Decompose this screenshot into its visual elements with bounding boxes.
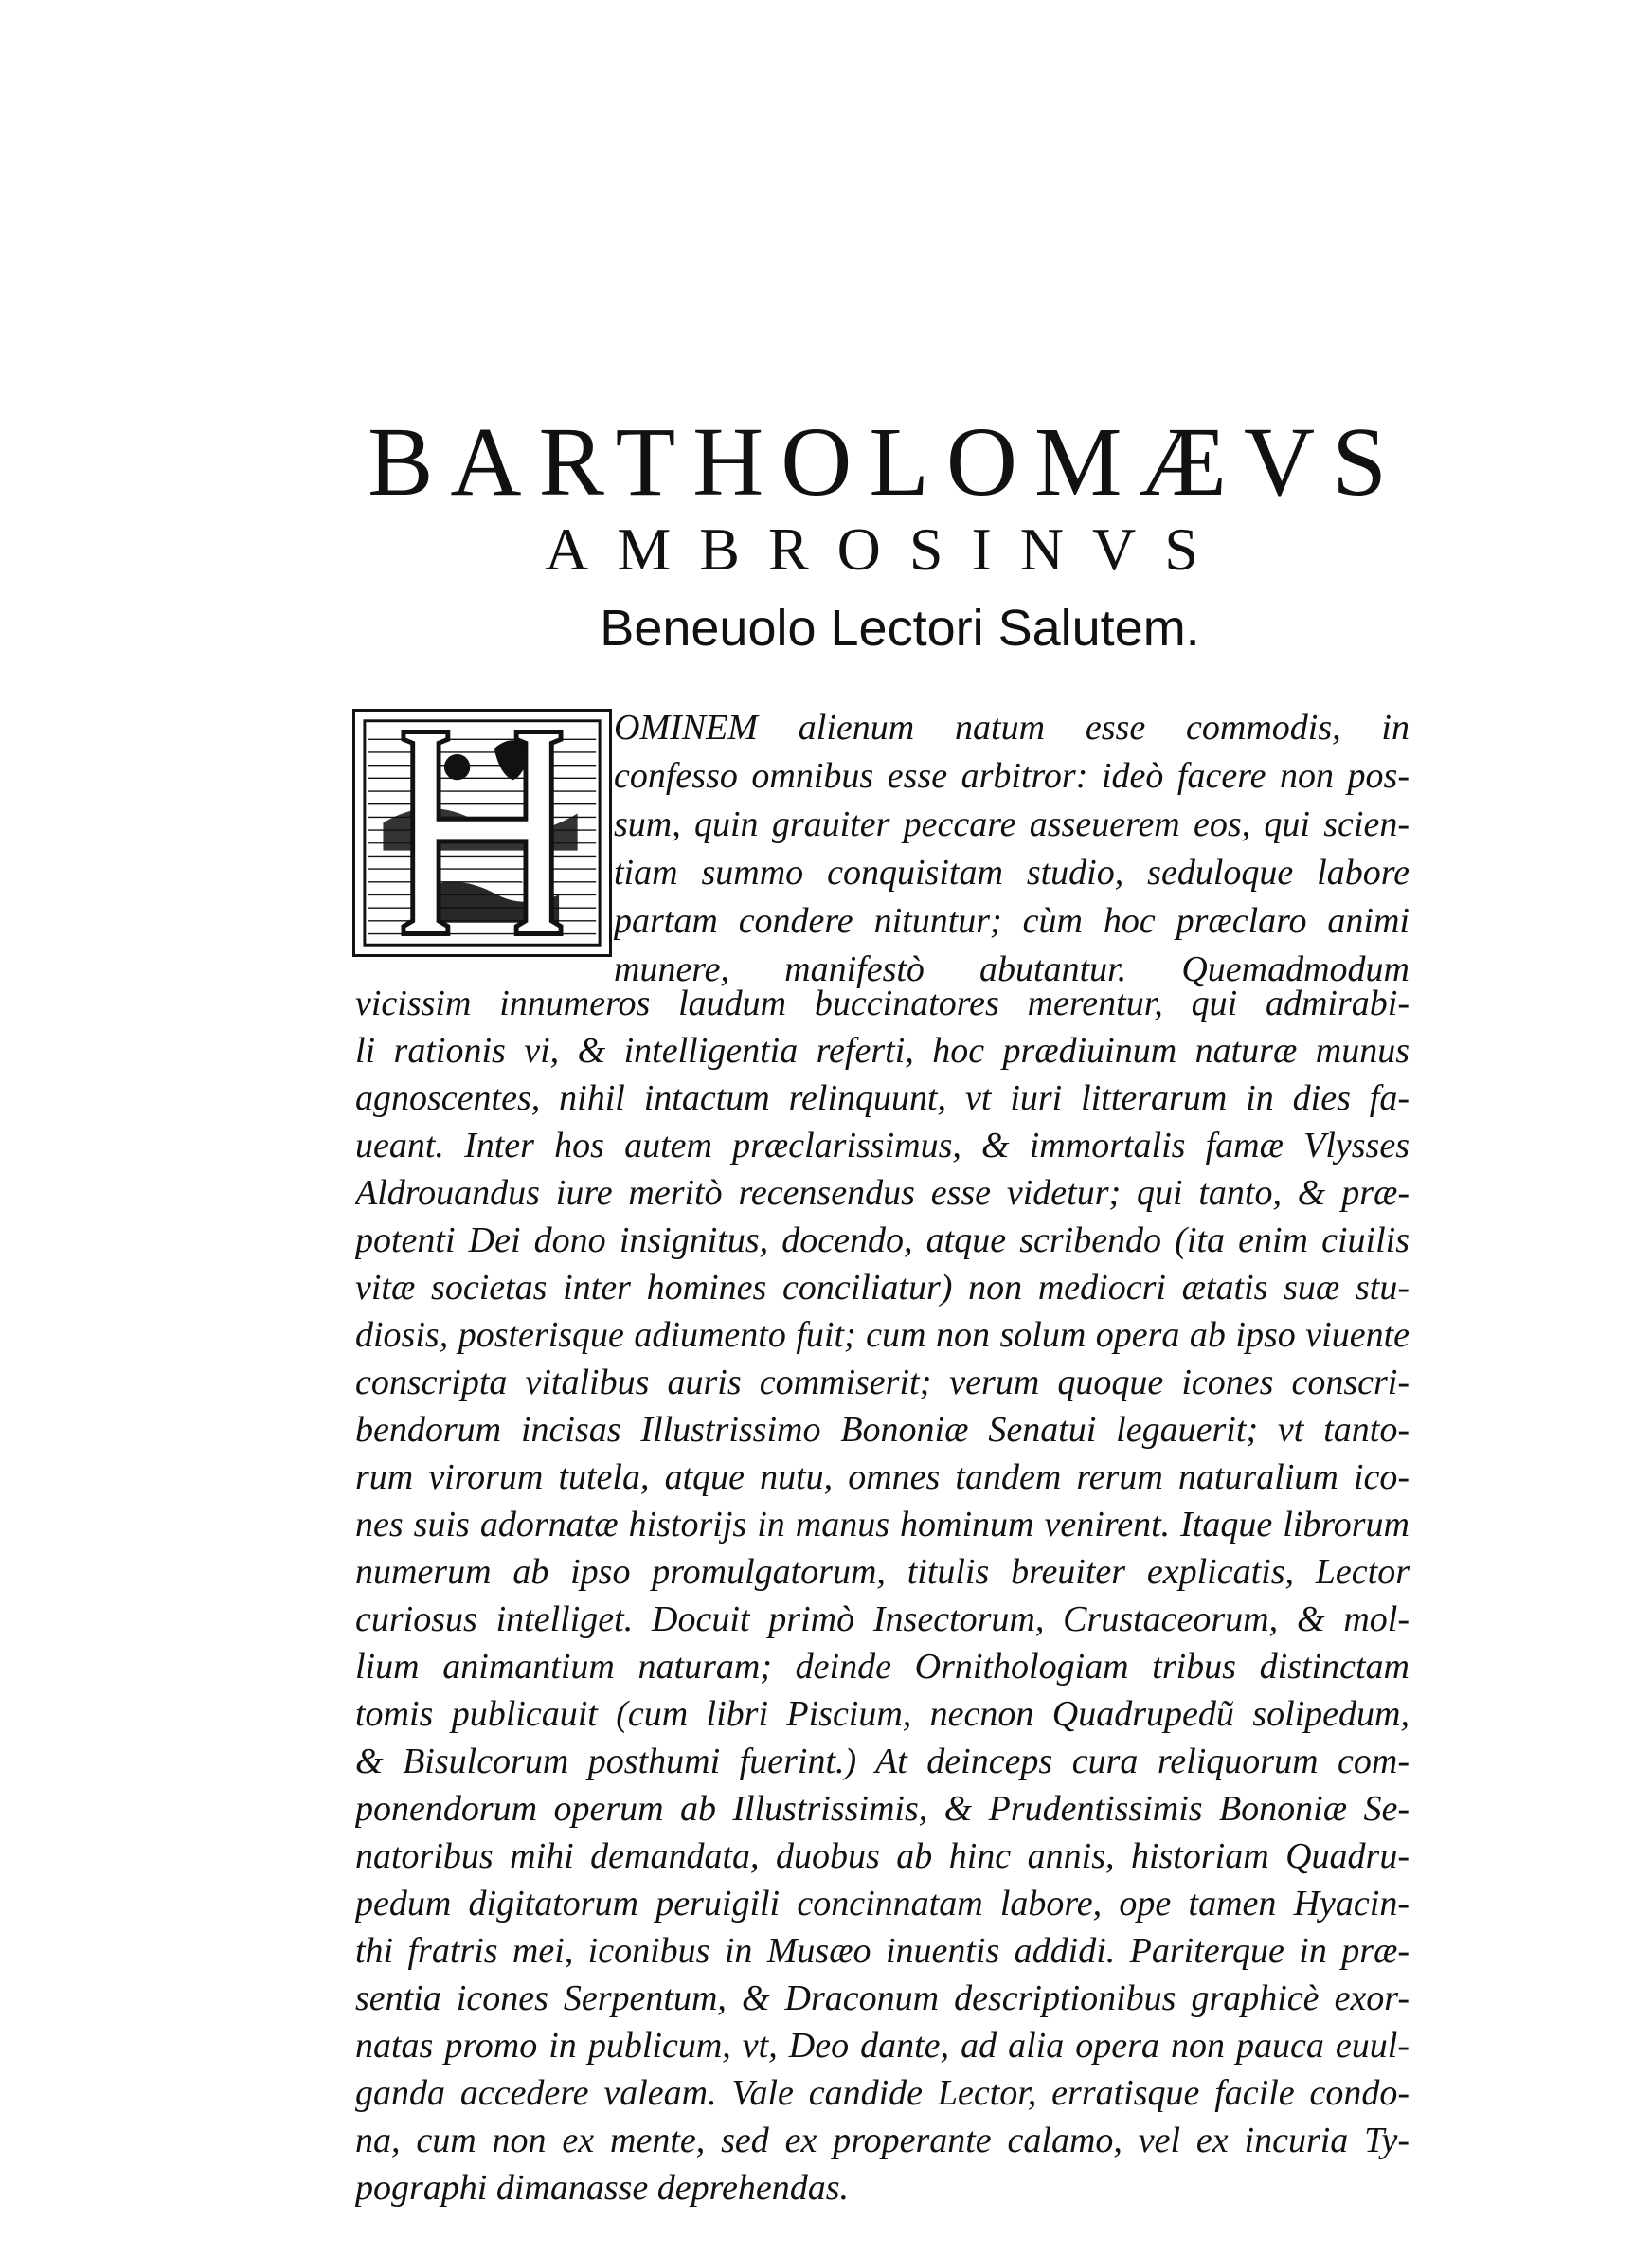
text-line: potenti Dei dono insignitus, docendo, atque scribendo (ita enim ciuilis (355, 1220, 1410, 1260)
text-line: sentia icones Serpentum, & Draconum descriptionibus graphicè exor- (355, 1978, 1410, 2018)
woodcut-initial-art (355, 712, 609, 954)
text-line: natas promo in publicum, vt, Deo dante, ad alia opera non pauca euul- (355, 2026, 1410, 2066)
text-line: na, cum non ex mente, sed ex properante calamo, vel ex incuria Ty- (355, 2121, 1410, 2160)
text-line: confesso omnibus esse arbitror: ideò facere non pos- (614, 756, 1410, 796)
text-line: OMINEM alienum natum esse commodis, in (614, 708, 1410, 748)
text-line: curiosus intelliget. Docuit primò Insectorum, Crustaceorum, & mol- (355, 1599, 1410, 1639)
text-line: ponendorum operum ab Illustrissimis, & Prudentissimis Bononiæ Se- (355, 1789, 1410, 1829)
text-line: agnoscentes, nihil intactum relinquunt, vt iuri litterarum in dies fa- (355, 1078, 1410, 1118)
text-line: rum virorum tutela, atque nutu, omnes tandem rerum naturalium ico- (355, 1457, 1410, 1497)
text-line: ueant. Inter hos autem præclarissimus, & immortalis famæ Vlysses (355, 1126, 1410, 1165)
text-line: vicissim innumeros laudum buccinatores merentur, qui admirabi- (355, 984, 1410, 1023)
text-line: tiam summo conquisitam studio, seduloque labore (614, 853, 1410, 893)
text-line: tomis publicauit (cum libri Piscium, necnon Quadrupedũ solipedum, (355, 1694, 1410, 1734)
author-surname-heading: AMBROSINVS (545, 515, 1227, 583)
text-line: natoribus mihi demandata, duobus ab hinc annis, historiam Quadru- (355, 1836, 1410, 1876)
text-line: diosis, posterisque adiumento fuit; cum non solum opera ab ipso viuente (355, 1315, 1410, 1355)
author-name-heading: BARTHOLOMÆVS (368, 407, 1404, 516)
decorated-initial-h-icon (352, 709, 612, 957)
text-line: bendorum incisas Illustrissimo Bononiæ Senatui legauerit; vt tanto- (355, 1410, 1410, 1450)
text-line: pedum digitatorum peruigili concinnatam labore, ope tamen Hyacin- (355, 1884, 1410, 1923)
text-line: munere, manifestò abutantur. Quemadmodum (614, 949, 1410, 989)
text-line: vitæ societas inter homines conciliatur) non mediocri ætatis suæ stu- (355, 1268, 1410, 1308)
greeting-line: Beneuolo Lectori Salutem. (600, 600, 1200, 657)
text-line: numerum ab ipso promulgatorum, titulis breuiter explicatis, Lector (355, 1552, 1410, 1592)
text-line: thi fratris mei, iconibus in Musæo inuentis addidi. Pariterque in præ- (355, 1931, 1410, 1971)
text-line: lium animantium naturam; deinde Ornithologiam tribus distinctam (355, 1647, 1410, 1687)
text-line: sum, quin grauiter peccare asseuerem eos, qui scien- (614, 804, 1410, 844)
text-line: ganda accedere valeam. Vale candide Lector, erratisque facile condo- (355, 2073, 1410, 2113)
text-line: li rationis vi, & intelligentia referti, hoc prædiuinum naturæ munus (355, 1031, 1410, 1071)
text-line: Aldrouandus iure meritò recensendus esse videtur; qui tanto, & præ- (355, 1173, 1410, 1213)
text-line: pographi dimanasse deprehendas. (355, 2168, 850, 2208)
text-line: partam condere nituntur; cùm hoc præclaro animi (614, 901, 1410, 941)
text-line: & Bisulcorum posthumi fuerint.) At deinceps cura reliquorum com- (355, 1742, 1410, 1781)
text-line: nes suis adornatæ historijs in manus hominum venirent. Itaque librorum (355, 1505, 1410, 1544)
text-line: conscripta vitalibus auris commiserit; verum quoque icones conscri- (355, 1363, 1410, 1402)
